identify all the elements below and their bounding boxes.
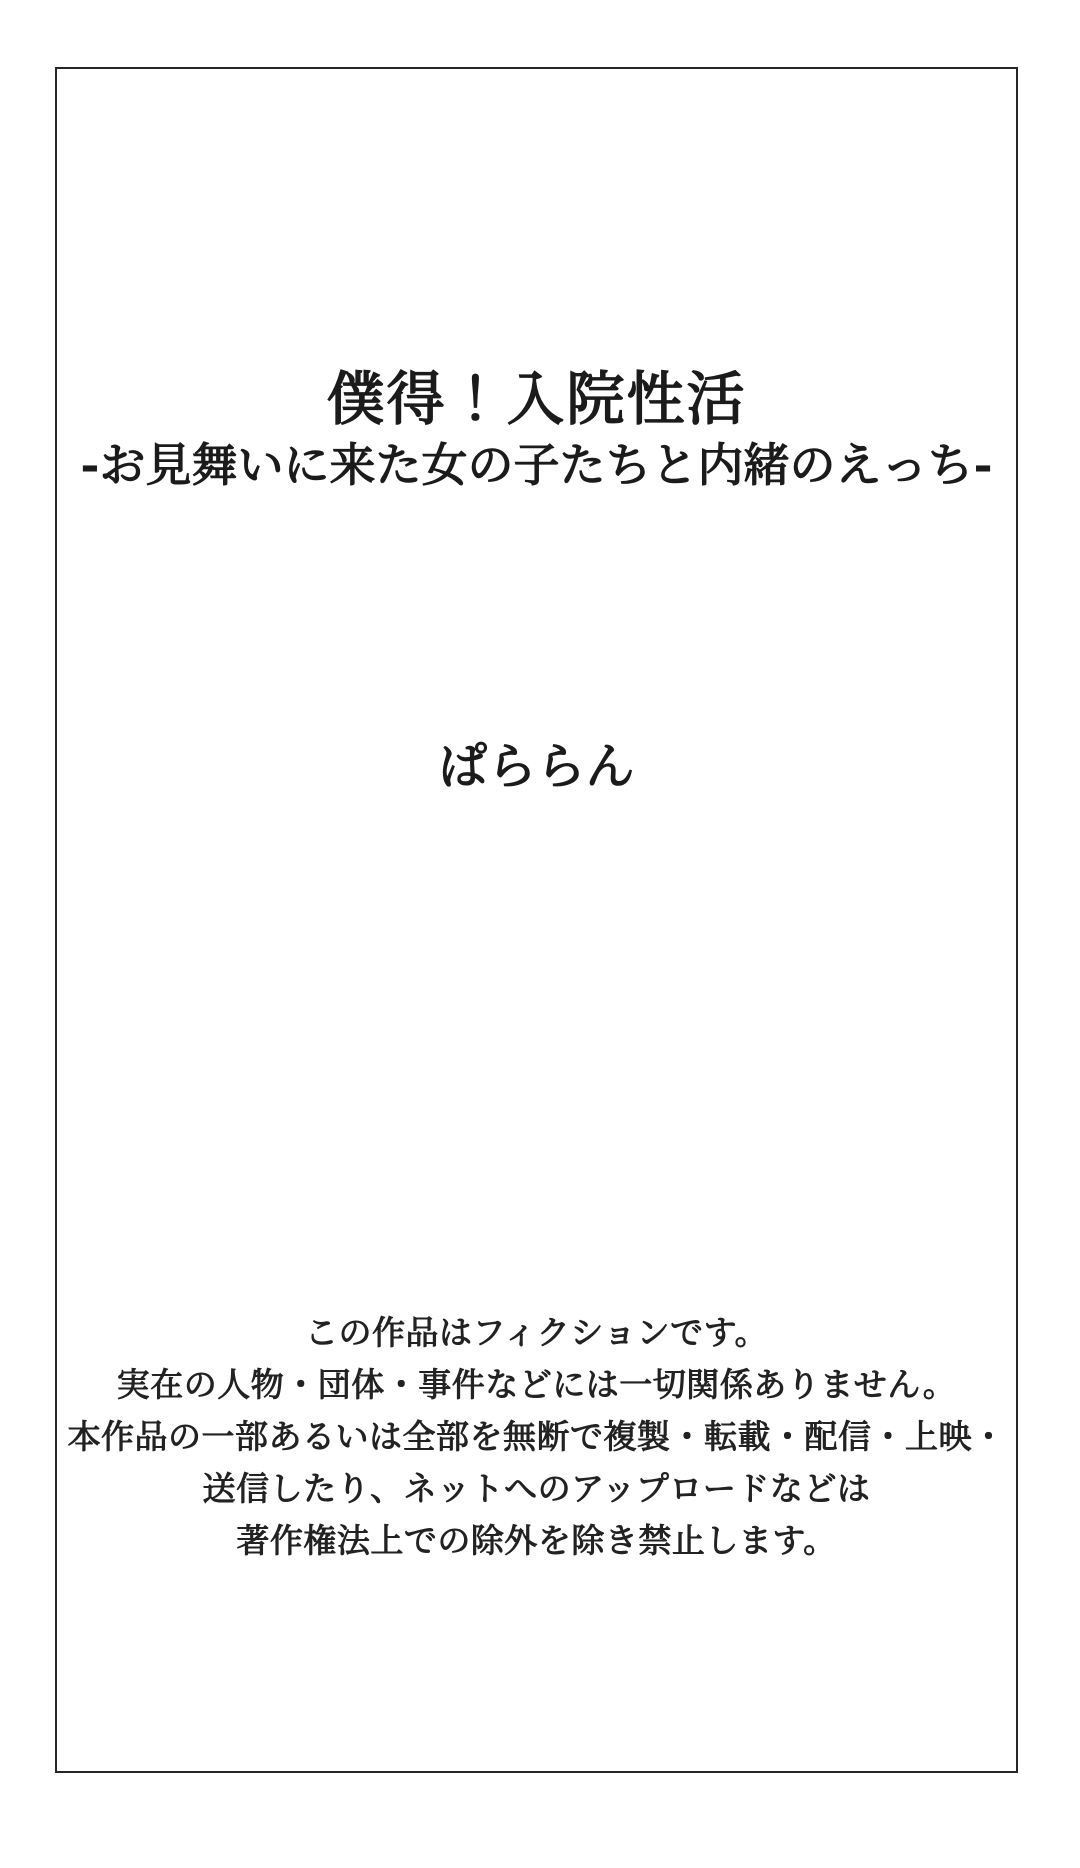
disclaimer-line-4: 送信したり、ネットへのアップロードなどは (202, 1469, 871, 1508)
disclaimer-line-1: この作品はフィクションです。 (304, 1313, 769, 1352)
work-subtitle: -お見舞いに来た女の子たちと内緒のえっち- (80, 437, 993, 492)
title-block (57, 365, 1016, 494)
page-border-frame (55, 67, 1018, 1773)
disclaimer-line-2: 実在の人物・団体・事件などには一切関係ありません。 (116, 1365, 957, 1404)
disclaimer-line-3: 本作品の一部あるいは全部を無断で複製・転載・配信・上映・ (67, 1417, 1006, 1456)
author-name: ぱららん (438, 737, 635, 795)
disclaimer-block (57, 1307, 1016, 1567)
disclaimer-line-5: 著作権法上での除外を除き禁止します。 (236, 1521, 837, 1560)
work-title: 僕得！入院性活 (326, 365, 747, 433)
